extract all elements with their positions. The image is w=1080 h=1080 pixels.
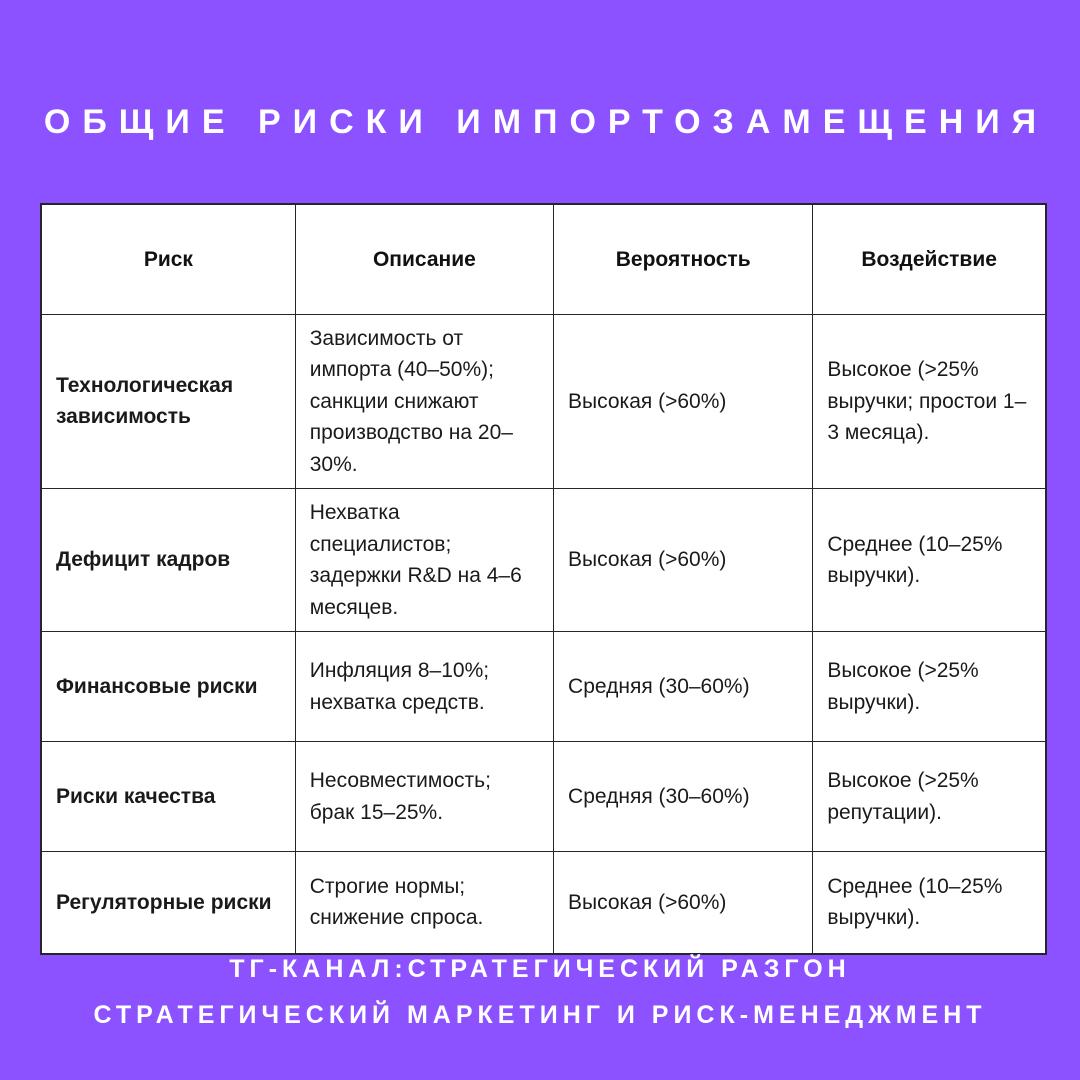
column-header-description: Описание	[295, 204, 553, 314]
page-title: ОБЩИЕ РИСКИ ИМПОРТОЗАМЕЩЕНИЯ	[43, 103, 1049, 141]
cell-probability: Средняя (30–60%)	[554, 742, 813, 852]
cell-description: Зависимость от импорта (40–50%); санкции снижают производство на 20–30%.	[295, 314, 553, 489]
cell-description: Несовместимость; брак 15–25%.	[295, 742, 553, 852]
cell-risk: Финансовые риски	[41, 632, 295, 742]
risk-table-container	[40, 203, 1047, 955]
column-header-impact: Воздействие	[813, 204, 1046, 314]
cell-impact: Высокое (>25% выручки; простои 1–3 месяца).	[813, 314, 1046, 489]
cell-impact: Высокое (>25% выручки).	[813, 632, 1046, 742]
footer	[0, 955, 1080, 1047]
table-row	[41, 852, 1046, 954]
table-row	[41, 489, 1046, 632]
table-row	[41, 314, 1046, 489]
footer-tagline: СТРАТЕГИЧЕСКИЙ МАРКЕТИНГ И РИСК-МЕНЕДЖМЕНТ	[93, 1001, 987, 1029]
cell-description: Нехватка специалистов; задержки R&D на 4–6 месяцев.	[295, 489, 553, 632]
cell-description: Строгие нормы; снижение спроса.	[295, 852, 553, 954]
table-row	[41, 742, 1046, 852]
risk-table	[40, 203, 1047, 955]
column-header-risk: Риск	[41, 204, 295, 314]
cell-risk: Технологическая зависимость	[41, 314, 295, 489]
cell-risk: Регуляторные риски	[41, 852, 295, 954]
cell-probability: Высокая (>60%)	[554, 314, 813, 489]
cell-probability: Средняя (30–60%)	[554, 632, 813, 742]
column-header-probability: Вероятность	[554, 204, 813, 314]
table-header-row	[41, 204, 1046, 314]
cell-description: Инфляция 8–10%; нехватка средств.	[295, 632, 553, 742]
cell-impact: Высокое (>25% репутации).	[813, 742, 1046, 852]
cell-risk: Риски качества	[41, 742, 295, 852]
cell-impact: Среднее (10–25% выручки).	[813, 489, 1046, 632]
table-row	[41, 632, 1046, 742]
cell-risk: Дефицит кадров	[41, 489, 295, 632]
footer-channel-line: ТГ-КАНАЛ:СТРАТЕГИЧЕСКИЙ РАЗГОН	[229, 955, 851, 983]
cell-probability: Высокая (>60%)	[554, 489, 813, 632]
cell-probability: Высокая (>60%)	[554, 852, 813, 954]
cell-impact: Среднее (10–25% выручки).	[813, 852, 1046, 954]
